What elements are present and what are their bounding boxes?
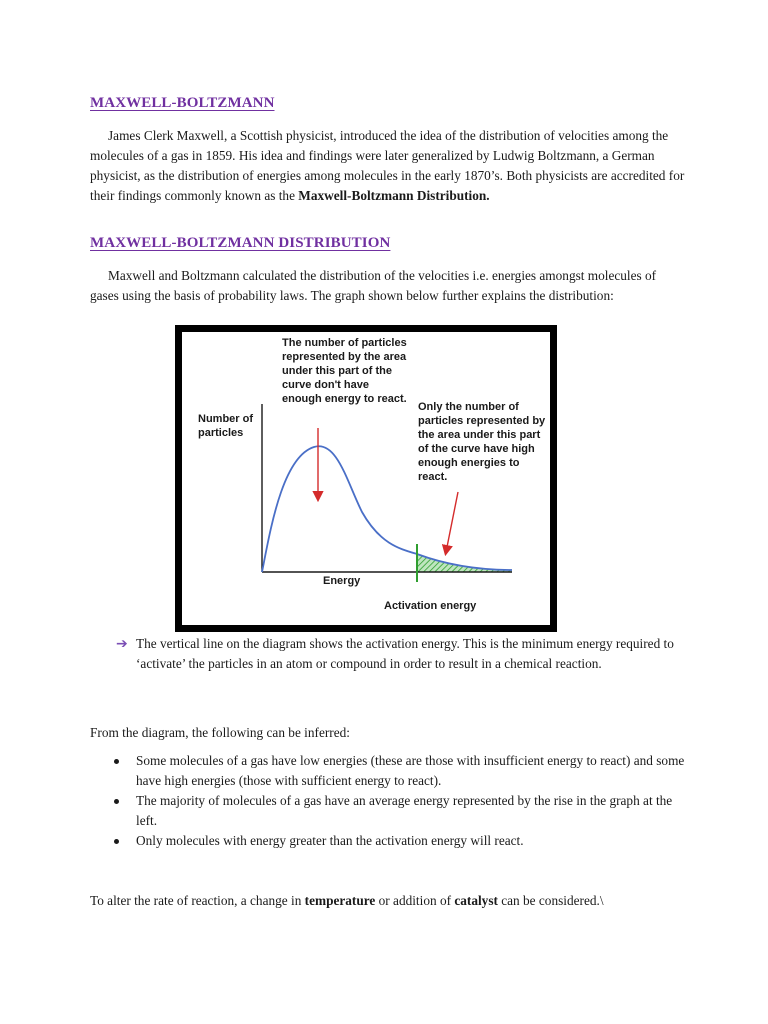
list-item-text: Some molecules of a gas have low energies (these are those with insufficient energy to react) and some have high energies (those with sufficient energy to react). <box>136 753 685 788</box>
y-axis-label: Number of particles <box>198 413 253 439</box>
closing-term-catalyst: catalyst <box>454 893 498 908</box>
distribution-paragraph: Maxwell and Boltzmann calculated the distribution of the velocities i.e. energies amongst molecules of gases using the basis of probability laws. The graph shown below further explains the distribution: <box>90 268 657 303</box>
intro-bold-term: Maxwell-Boltzmann Distribution. <box>298 188 490 203</box>
closing-term-temperature: temperature <box>304 893 376 908</box>
closing-paragraph <box>90 891 685 911</box>
intro-paragraph <box>90 126 685 206</box>
closing-text-3: can be considered.\ <box>497 893 604 908</box>
activation-note-text: The vertical line on the diagram shows the activation energy. This is the minimum energy required to ‘activate’ the particles in an atom or compound in order to result in a chemical reaction. <box>136 636 674 671</box>
activation-note <box>116 634 681 674</box>
diagram-canvas <box>182 332 550 625</box>
activation-energy-label: Activation energy <box>384 600 477 612</box>
annotation-above-activation: Only the number of particles represented by the area under this part of the curve have high enough energies to react. <box>418 401 546 483</box>
annotation-below-activation: The number of particles represented by the area under this part of the curve don't have enough energy to react. <box>282 337 407 405</box>
right-arrow-icon: ➔ <box>116 636 128 652</box>
closing-text-2: or addition of <box>375 893 455 908</box>
list-item <box>112 751 687 791</box>
list-item <box>112 831 687 851</box>
intro-text: James Clerk Maxwell, a Scottish physicist, introduced the idea of the distribution of velocities among the molecules of a gas in 1859. His idea and findings were later generalized by Ludwig Boltzmann, a German physicist, as the distribution of energies among molecules in the early 1870’s. Both physicists are accredited for their findings commonly known as the <box>90 128 685 203</box>
maxwell-boltzmann-diagram <box>175 325 557 632</box>
bullet-dot <box>114 839 119 844</box>
closing-text-1: To alter the rate of reaction, a change in <box>90 893 305 908</box>
heading-distribution: MAXWELL-BOLTZMANN DISTRIBUTION <box>90 235 391 251</box>
list-item-text: The majority of molecules of a gas have an average energy represented by the rise in the graph at the left. <box>136 793 673 828</box>
x-axis-label: Energy <box>323 575 361 587</box>
heading-maxwell-boltzmann: MAXWELL-BOLTZMANN <box>90 95 275 111</box>
bullet-dot <box>114 799 119 804</box>
inference-intro: From the diagram, the following can be inferred: <box>90 725 350 740</box>
list-item-text: Only molecules with energy greater than the activation energy will react. <box>136 833 524 848</box>
inference-list <box>112 751 687 851</box>
bullet-dot <box>114 759 119 764</box>
list-item <box>112 791 687 831</box>
right-annotation-arrow <box>446 492 458 552</box>
